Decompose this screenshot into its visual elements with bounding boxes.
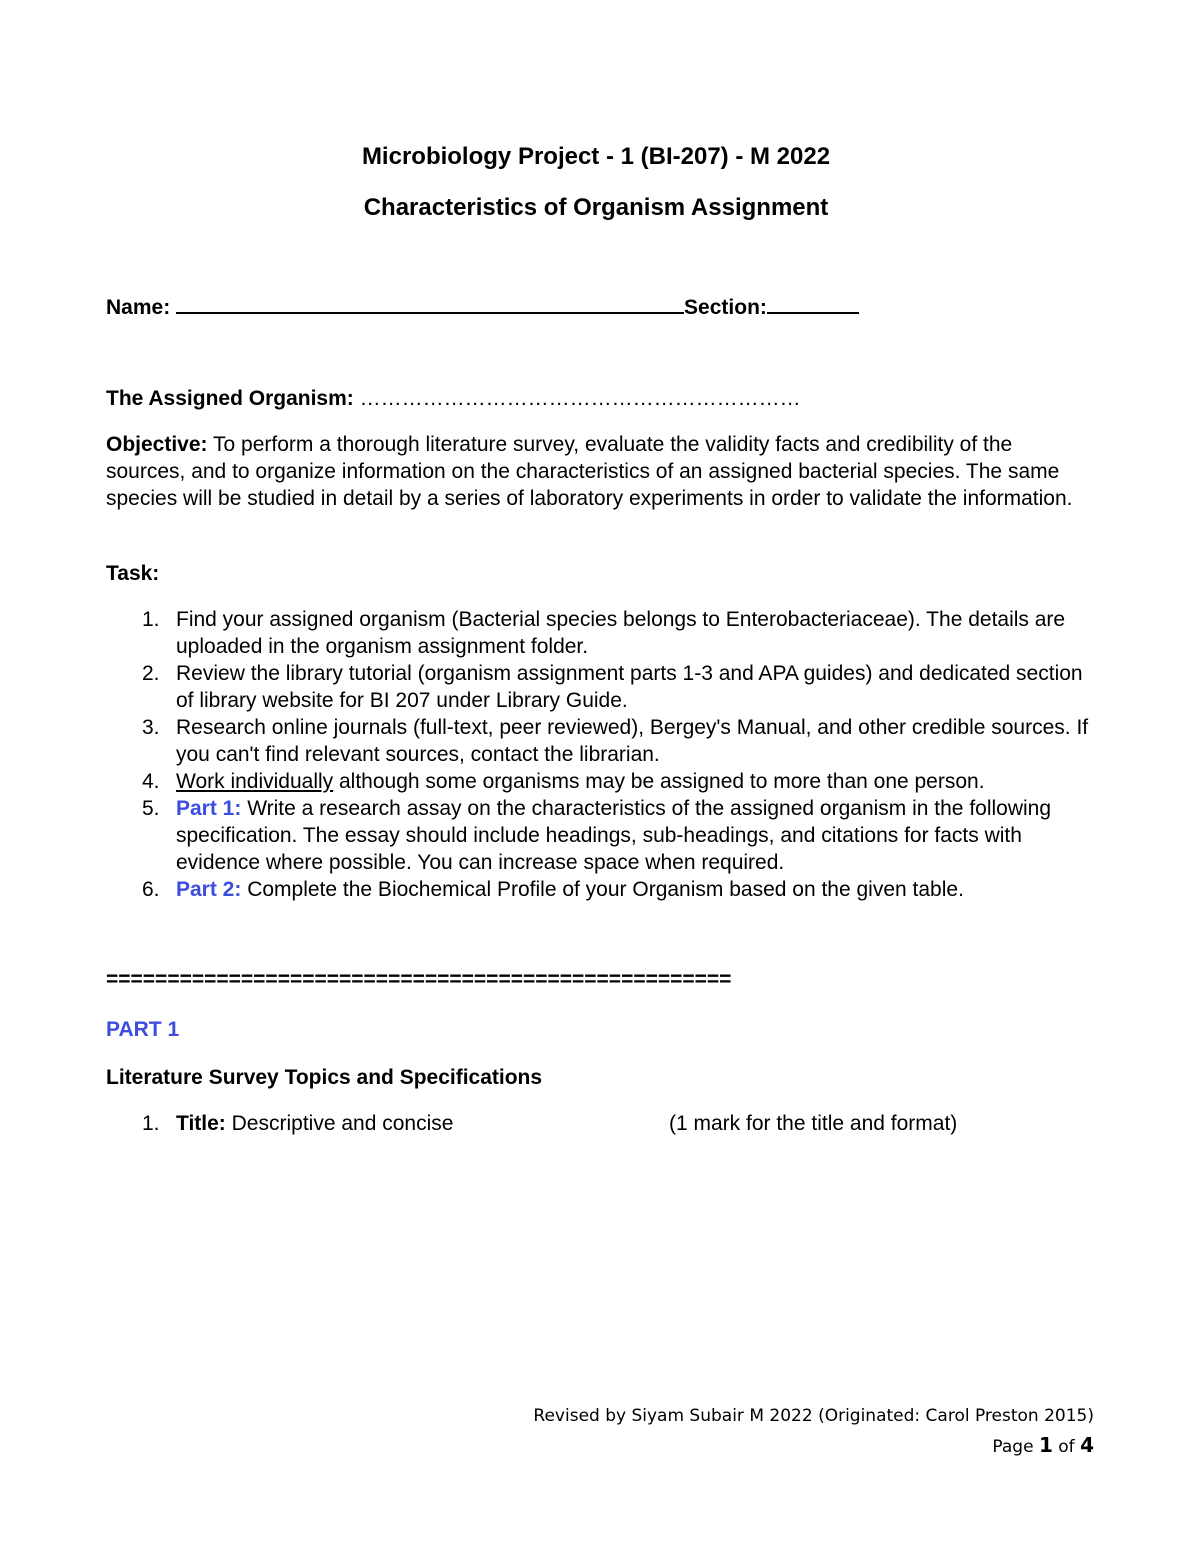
list-item (106, 714, 1096, 768)
name-field-row (106, 292, 859, 321)
organism-label: The Assigned Organism: (106, 387, 354, 410)
list-number: 6. (142, 878, 160, 901)
document-title: Microbiology Project - 1 (BI-207) - M 2022 (361, 143, 831, 170)
revised-by-note: Revised by Siyam Subair M 2022 (Originated: Carol Preston 2015) (533, 1406, 1094, 1426)
literature-survey-heading: Literature Survey Topics and Specifications (106, 1066, 543, 1089)
list-text: Complete the Biochemical Profile of your Organism based on the given table. (241, 878, 964, 901)
list-number: 2. (142, 662, 160, 685)
list-number: 3. (142, 716, 160, 739)
list-number: 1. (142, 608, 160, 631)
page-prefix: Page (992, 1437, 1034, 1457)
list-item (106, 606, 1096, 660)
list-number: 1. (142, 1112, 160, 1135)
title-marks: (1 mark for the title and format) (669, 1112, 958, 1135)
list-item (106, 795, 1096, 876)
list-number: 5. (142, 797, 160, 820)
part-2-label: Part 2: (176, 878, 242, 901)
name-label: Name: (106, 296, 171, 319)
task-list (106, 606, 1096, 903)
list-text: although some organisms may be assigned to more than one person. (333, 770, 985, 793)
name-blank[interactable] (176, 292, 684, 314)
page-of: of (1058, 1437, 1075, 1457)
list-item (106, 876, 1096, 903)
list-number: 4. (142, 770, 160, 793)
document-subtitle: Characteristics of Organism Assignment (363, 194, 829, 221)
list-item (106, 660, 1096, 714)
section-blank[interactable] (767, 292, 859, 314)
objective-label: Objective: (106, 433, 208, 456)
list-text: Review the library tutorial (organism assignment parts 1-3 and APA guides) and dedicated section of library website for BI 207 under Library Guide. (176, 662, 1083, 712)
part-1-label: Part 1: (176, 797, 242, 820)
title-label: Title: (176, 1112, 226, 1135)
objective-paragraph (106, 431, 1096, 512)
list-text: Write a research assay on the characteristics of the assigned organism in the following specification. The essay should include headings, sub-headings, and citations for facts with evidence where possible. You can increase space when required. (176, 797, 1052, 874)
page-number (992, 1433, 1094, 1457)
task-label: Task: (106, 562, 160, 585)
section-separator: =================================================== (106, 968, 732, 991)
list-text: Find your assigned organism (Bacterial species belongs to Enterobacteriaceae). The details are uploaded in the organism assignment folder. (176, 608, 1066, 658)
page-total: 4 (1080, 1433, 1094, 1457)
work-individually-emphasis: Work individually (176, 770, 334, 793)
objective-text: To perform a thorough literature survey, evaluate the validity facts and credibility of the sources, and to organize information on the characteristics of an assigned bacterial species. The same species will be studied in detail by a series of laboratory experiments in order to validate the information. (106, 433, 1073, 510)
list-item (106, 768, 1096, 795)
section-label: Section: (684, 296, 767, 319)
title-description: Descriptive and concise (231, 1112, 454, 1135)
page-current: 1 (1038, 1433, 1053, 1457)
assigned-organism-row (106, 385, 801, 412)
organism-dots[interactable]: ……………………………………………………… (359, 387, 801, 410)
title-item-text (176, 1110, 453, 1137)
list-text: Research online journals (full-text, peer reviewed), Bergey's Manual, and other credible sources. If you can't find relevant sources, contact the librarian. (176, 716, 1089, 766)
part-1-heading: PART 1 (106, 1018, 180, 1041)
